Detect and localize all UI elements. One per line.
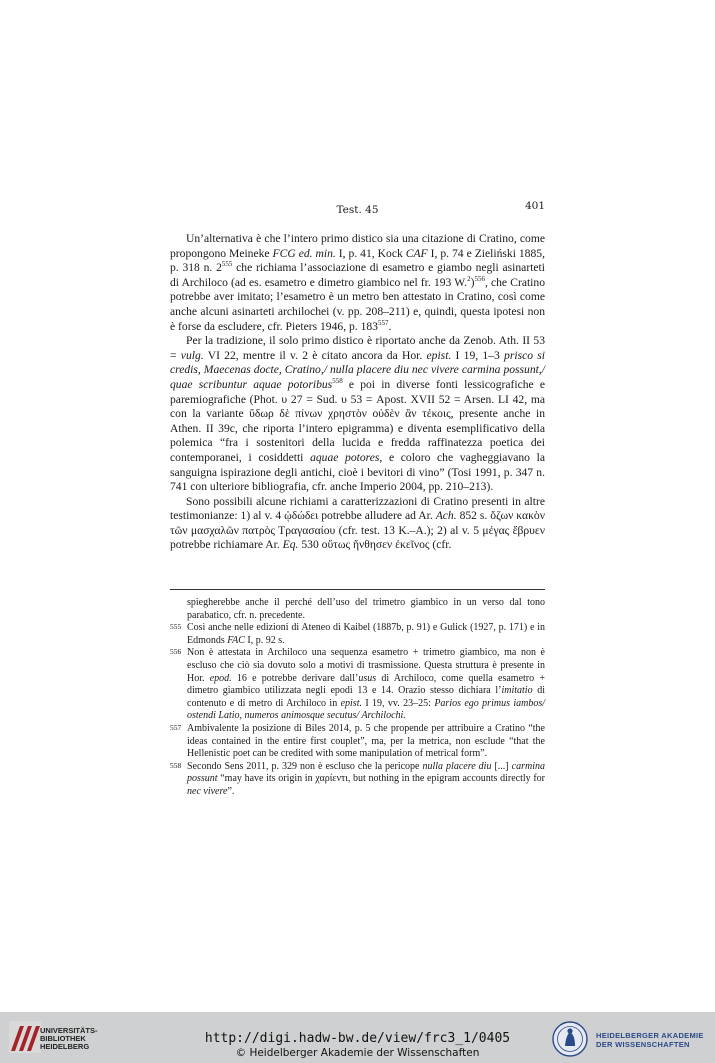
footnote-number: 558 [170, 760, 182, 770]
footnote-text: Non è attestata in Archiloco una sequenza esametro + trimetro giambico, ma non è escluso che ciò sia dovuto solo a motivi di trasmissione. Questa struttura è presente in Hor. epod. 16 e potrebbe derivare dall’usus di Archiloco, come quella esametro + dimetro giambico utilizzata negli epodi 13 e 14. Orazio stesso dichiara l’imitatio di contenuto e di metro di Archiloco in epist. I 19, vv. 23–25: Parios ego primus iambos/ ostendi Latio, numeros animosque secutus/ Archilochi. [187, 647, 546, 722]
footnote-557 [170, 723, 545, 761]
page-number: 401 [524, 200, 545, 212]
paragraph-2: Per la tradizione, il solo primo distico è riportato anche da Zenob. Ath. II 53 = vulg. VI 22, mentre il v. 2 è citato ancora da Hor. epist. I 19, 1–3 prisco si credis, Maecenas docte, Cratino,/ nulla placere diu nec vivere carmina possunt,/ quae scribuntur aquae potoribus$^{558}$ e poi in diverse fonti lessicografiche e paremiografiche (Phot. υ 27 = Sud. υ 53 = Apost. XVII 52 = Arsen. LI 42, ma con la variante ὕδωρ δὲ πίνων χρηστὸν οὐδὲν ἂν τέκοις, presente anche in Athen. II 39c, che riporta l’intero epigramma) e diventa esemplificativo della polemica “fra i sostenitori della lucida e fredda raffinatezza poetica dei contemporanei, i cosiddetti aquae potores, e coloro che vagheggiavano la sanguigna ispirazione degli antichi, cioè i bevitori di vino” (Tosi 1991, p. 347 n. 741 con ulteriore bibliografia, cfr. anche Imperio 2004, pp. 210–213). [170, 334, 546, 494]
footnote-number: 556 [170, 647, 182, 657]
running-title: Test. 45 [336, 204, 379, 216]
copyright-notice: © Heidelberger Akademie der Wissenschaften [235, 1047, 480, 1059]
paragraph-3: Sono possibili alcune richiami a caratterizzazioni di Cratino presenti in altre testimonianze: 1) al v. 4 ᾠδώδει potrebbe alludere ad Ar. Ach. 852 s. ὄζων κακὸν τῶν μασχαλῶν πατρὸς Τραγασαίου (cfr. test. 13 K.–A.); 2) al v. 5 μέγας ἔβρυεν potrebbe richiamare Ar. Eq. 530 οὕτως ἤνθησεν ἐκεῖνος (cfr. [170, 494, 545, 552]
permalink-url[interactable]: http://digi.hadw-bw.de/view/frc3_1/0405 [204, 1031, 511, 1046]
footnote-555 [170, 622, 545, 647]
footnotes [170, 597, 545, 799]
paragraph-1: Un’alternativa è che l’intero primo distico sia una citazione di Cratino, come propongono Meineke FCG ed. min. I, p. 41, Kock CAF I, p. 74 e Zieliński 1885, p. 318 n. $2^{555}$ che richiama l’associazione di esametro e giambo negli asinarteti di Archiloco (ad es. esametro e dimetro giambico nel fr. 193 W.$^2$)$^{556}$, che Cratino potrebbe aver imitato; l’esametro è un metro ben attestato in Cratino, così come anche alcuni asinarteti archilochei (v. pp. 208–211) e, quindi, questa ipotesi non è forse da escludere, cfr. Pieters 1946, p. $183^{557}$. [170, 232, 546, 333]
university-library-name[interactable]: UNIVERSITÄTS- BIBLIOTHEK HEIDELBERG [40, 1026, 98, 1051]
footnote-556 [170, 647, 545, 723]
footnote-number: 555 [170, 622, 182, 632]
footnote-number: 557 [170, 722, 182, 732]
footnote-continued [170, 597, 545, 622]
main-text [170, 232, 545, 553]
footnote-558 [170, 761, 545, 799]
viewer-footer [0, 1012, 715, 1063]
academy-name[interactable]: HEIDELBERGER AKADEMIE DER WISSENSCHAFTEN [596, 1031, 704, 1049]
academy-seal-icon[interactable] [552, 1021, 588, 1057]
footnote-text: Secondo Sens 2011, p. 329 non è escluso che la pericope nulla placere diu [...] carmina possunt “may have its origin in χαρίεντι, but nothing in the epigram accounts directly for nec vivere”. [187, 760, 545, 797]
footnote-text: Così anche nelle edizioni di Ateneo di Kaibel (1887b, p. 91) e Gulick (1927, p. 171) e in Edmonds FAC I, p. 92 s. [187, 622, 545, 646]
footnote-text: spiegherebbe anche il perché dell’uso del trimetro giambico in un verso dal tono parabatico, cfr. n. precedente. [187, 597, 545, 621]
footnote-rule [170, 589, 545, 590]
footnote-text: Ambivalente la posizione di Biles 2014, p. 5 che propende per attribuire a Cratino “the ideas contained in the entire first couplet”, ma, per la metrica, non esclude “that the Hellenistic poet can be credited with some manipulation of metrical form”. [187, 722, 545, 760]
